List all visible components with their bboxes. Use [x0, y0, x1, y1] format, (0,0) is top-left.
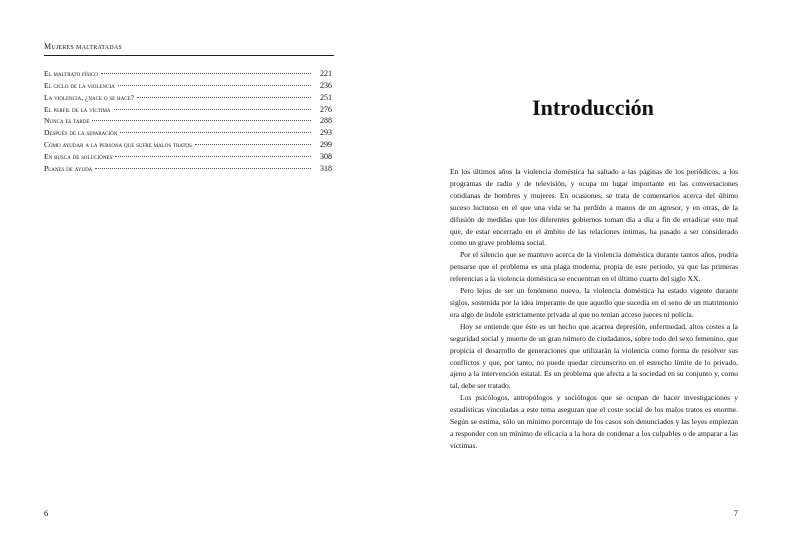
toc-entry	[44, 80, 332, 92]
toc-entry-title: Cómo ayudar a la persona que sufre malos tratos	[44, 140, 192, 150]
body-text	[450, 166, 738, 452]
toc-entry-page: 308	[320, 151, 332, 161]
toc-entry-title: El ciclo de la violencia	[44, 80, 115, 90]
toc-leader-dots	[137, 97, 311, 98]
toc-entry-title: El maltrato físico	[44, 69, 98, 78]
running-header: Mujeres maltratadas	[44, 42, 122, 51]
toc-entry-page: 251	[320, 92, 332, 102]
header-rule	[44, 55, 334, 56]
paragraph: Los psicólogos, antropólogos y sociólogos que se ocupan de hacer investigaciones y estadísticas vinculadas a este tema aseguran que el coste social de los malos tratos es enorme. Según se estima, sólo un mínimo porcentaje de los casos son denunciados y las leyes empiezan a responder con un mínimo de eficacia a la hora de condenar a los culpables o de amparar a las víctimas.	[450, 393, 738, 450]
toc-entry-page: 221	[320, 69, 332, 78]
paragraph: En los últimos años la violencia doméstica ha saltado a las páginas de los periódicos, a los programas de radio y de televisión, y ocupa un lugar importante en las conversaciones cotidianas de hombres y mujeres. En ocasiones, se trata de comentarios acerca del último suceso luctuoso en el que una vida se ha perdido a manos de un agresor, y en otras, de la difusión de medidas que los diferentes gobiernos toman día a día a fin de erradicar este mal que, de estar encerrado en el ámbito de las relaciones íntimas, ha pasado a ser considerado como un grave problema social.	[450, 167, 738, 248]
toc-leader-dots	[120, 132, 311, 133]
toc-entry-title: Después de la separación	[44, 128, 118, 138]
toc-entry	[44, 104, 332, 116]
toc-leader-dots	[101, 73, 311, 74]
toc-leader-dots	[118, 85, 311, 86]
toc-entry-title: La violencia, ¿nace o se hace?	[44, 92, 134, 102]
left-page	[0, 0, 393, 548]
toc-entry-page: 236	[320, 80, 332, 90]
toc-entry-page: 276	[320, 104, 332, 114]
page-number-right: 7	[733, 508, 738, 518]
chapter-title: Introducción	[532, 95, 654, 120]
toc-leader-dots	[92, 120, 311, 121]
toc-entry-title: Planes de ayuda	[44, 163, 93, 173]
toc-entry-page: 288	[320, 116, 332, 126]
toc-leader-dots	[95, 168, 311, 169]
toc-entry	[44, 151, 332, 163]
right-page	[393, 0, 787, 548]
paragraph: Por el silencio que se mantuvo acerca de la violencia doméstica durante tantos años, podría pensarse que el problema es una plaga moderna, propia de este periodo, ya que las primeras referencias a la violencia doméstica se encuentran en el último cuarto del siglo XX.	[450, 250, 738, 284]
toc-entry	[44, 68, 332, 80]
paragraph: Pero lejos de ser un fenómeno nuevo, la violencia doméstica ha estado vigente durante siglos, sostenida por la idea imperante de que aquello que sucedía en el seno de un matrimonio era algo de índole estrictamente privada al que no tenían acceso jueces ni policía.	[450, 286, 738, 319]
page-number-left: 6	[44, 508, 49, 518]
toc-entry-title: Nunca es tarde	[44, 116, 90, 126]
paragraph: Hoy se entiende que éste es un hecho que acarrea depresión, enfermedad, altos costes a la seguridad social y muerte de un gran número de ciudadanos, sobre todo del sexo femenino, que propicia el desarrollo de generaciones que utilizarán la violencia como forma de resolver sus conflictos y que, por tanto, no puede quedar circunscrito en el estrecho límite de lo privado, ajeno a la intervención estatal. Es un problema que afecta a la sociedad en su conjunto y, como tal, debe ser tratado.	[450, 321, 738, 391]
toc-leader-dots	[115, 156, 311, 157]
toc-entry	[44, 92, 332, 104]
toc-entry	[44, 139, 332, 151]
toc-leader-dots	[195, 144, 311, 145]
toc-entry	[44, 163, 332, 175]
toc-entry-title: En busca de soluciones	[44, 151, 113, 161]
table-of-contents	[44, 68, 332, 175]
toc-entry	[44, 115, 332, 127]
toc-leader-dots	[114, 109, 311, 110]
toc-entry	[44, 127, 332, 139]
toc-entry-title: El perfil de la víctima	[44, 104, 111, 114]
toc-entry-page: 293	[320, 128, 332, 138]
toc-entry-page: 299	[320, 140, 332, 150]
toc-entry-page: 318	[320, 163, 332, 173]
